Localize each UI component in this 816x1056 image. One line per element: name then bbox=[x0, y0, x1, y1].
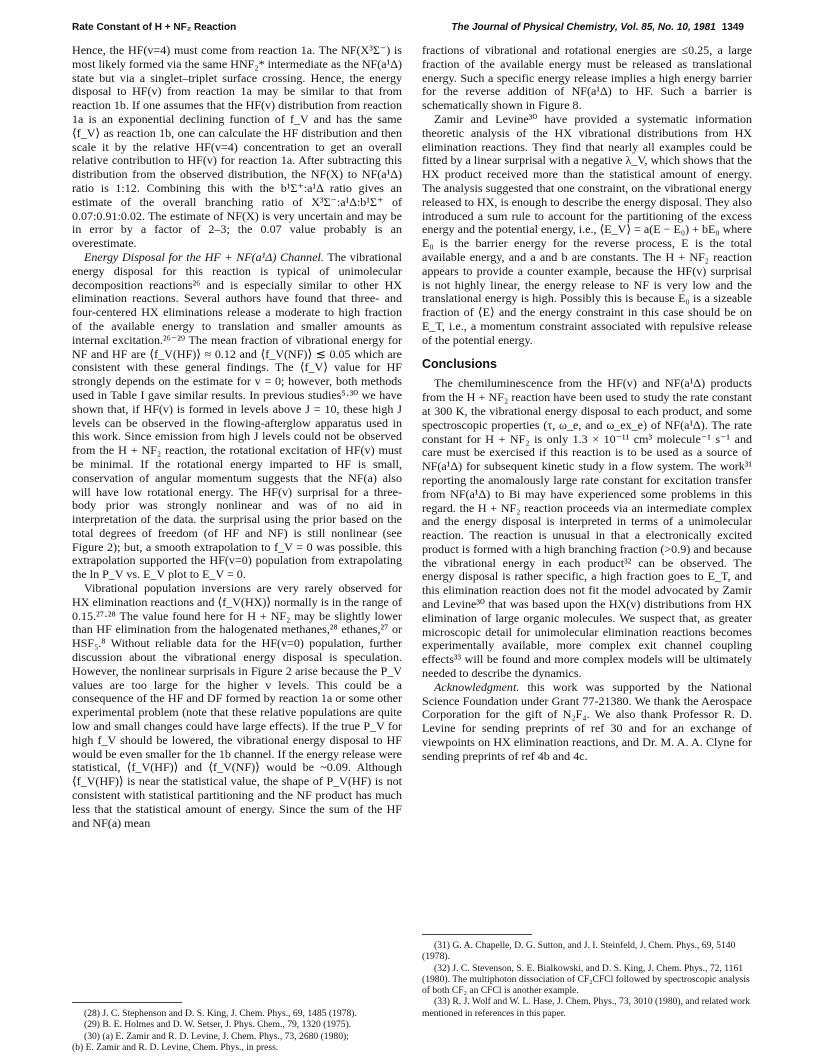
footnotes-left bbox=[72, 1008, 402, 1053]
paragraph: The chemiluminescence from the HF(v) and NF(a¹Δ) products from the H + NF₂ reaction have been used to study the rate constant at 300 K, the vibrational energy disposal to each product, and some spectroscopic properties (τ, ω_e, and ω_ex_e) of NF(a¹Δ). The rate constant for H + NF₂ is only 1.3 × 10⁻¹¹ cm³ molecule⁻¹ s⁻¹ and care must be exercised if this reaction is to be used as a source of NF(a¹Δ) for subsequent kinetic study in a flow system. The work³¹ reporting the anomalously large rate constant for excitation transfer from NF(a¹Δ) to Bi may have experienced some problems in this regard. the H + NF₂ reaction proceeds via an intermediate complex and the energy disposal is interpreted in terms of a unimolecular reaction. The reaction is unusual in that a electronically excited product is formed with a high branching fraction (>0.9) and because the vibrational energy in each product³² can be observed. The energy disposal is rather specific, a high fraction goes to E_T, and this elimination reaction does not fit the model advocated by Zamir and Levine³⁰ that was based upon the HX(v) distributions from HX elimination of large organic molecules. We suspect that, as greater microscopic detail for unimolecular elimination reactions becomes experimentally available, more complex exit channel coupling effects³³ will be found and more complex models will be ultimately needed to describe the dynamics. bbox=[422, 376, 752, 681]
footnote: (29) B. E. Holmes and D. W. Setser, J. Phys. Chem., 79, 1320 (1975). bbox=[84, 1019, 352, 1031]
footnotes-right bbox=[422, 940, 752, 1019]
footnote-rule bbox=[422, 934, 532, 935]
paragraph bbox=[422, 681, 752, 764]
journal-citation bbox=[451, 22, 744, 33]
footnote-rule bbox=[72, 1002, 182, 1003]
paragraph-text: The vibrational energy disposal for this reaction is typical of unimolecular decomposition reactions²⁶ and is especially similar to other HX elimination reactions. Several authors have found that three- and four-centered HX eliminations release a moderate to high fraction of the available energy to translation and smaller amounts as internal excitation.²⁶⁻²⁹ The mean fraction of vibrational energy for NF and HF are ⟨f_V(HF)⟩ ≈ 0.12 and ⟨f_V(NF)⟩ ≲ 0.05 which are consistent with these general findings. The ⟨f_V⟩ value for HF strongly depends on the estimate for v = 0; however, both methods used in Table I gave similar results. In previous studies⁵·³⁰ we have shown that, if HF(v) is formed in levels above J = 10, these high J levels can be observed in the flowing-afterglow apparatus used in this work. Since emission from high J levels could not be observed from the H + NF₂ reaction, the rotational excitation of HF(v) must be minimal. If the rotational energy imparted to HF is small, conservation of angular momentum suggests that the NF(a) also will have low rotational energy. The HF(v) surprisal for a three-body prior was strongly nonlinear and was of no aid in interpretation of the data. the surprisal using the prior based on the total degrees of freedom (of HF and NF) is still nonlinear (see Figure 2); but, a smooth extrapolation to f_V = 0 was possible. this extrapolation supported the HF(v=0) population from extrapolating the ln P_V vs. E_V plot to E_V = 0. bbox=[72, 249, 402, 582]
footnote: (b) E. Zamir and R. D. Levine, Chem. Phys., in press. bbox=[72, 1041, 279, 1053]
running-title: Rate Constant of H + NF₂ Reaction bbox=[72, 22, 237, 33]
section-runin-heading: Energy Disposal for the HF + NF(a¹Δ) Channel. bbox=[84, 249, 324, 264]
footnote: (32) J. C. Stevenson, S. E. Bialkowski, and D. S. King, J. Chem. Phys., 72, 1161 (1980). The multiphoton dissociation of CF₂CFCl followed by spectroscopic analysis of both CF₂ an CFCl is another example. bbox=[422, 962, 750, 997]
page-number: 1349 bbox=[721, 22, 744, 33]
right-column bbox=[422, 44, 752, 764]
footnote: (31) G. A. Chapelle, D. G. Sutton, and J. I. Steinfeld, J. Chem. Phys., 69, 5140 (1978). bbox=[422, 940, 736, 963]
paragraph-text: this work was supported by the National Science Foundation under Grant 77-21380. We thank the Aerospace Corporation for the gift of N₂F₄. We also thank Professor R. D. Levine for sending preprints of ref 30 and for an exchange of viewpoints on HX elimination reactions, and Dr. M. A. A. Clyne for sending preprints of ref 4b and 4c. bbox=[422, 679, 752, 763]
paragraph bbox=[72, 251, 402, 582]
paragraph: Hence, the HF(v=4) must come from reaction 1a. The NF(X³Σ⁻) is most likely formed via the same HNF₂* intermediate as the NF(a¹Δ) state but via a singlet–triplet surface crossing. Hence, the energy disposal to HF(v) from reaction 1a may be similar to that from reaction 1b. If one assumes that the HF(v) distribution from reaction 1a is an exponential declining function of f_V and has the same ⟨f_V⟩ as reaction 1b, one can calculate the HF distribution and then scale it by the relative HF(v=4) concentration to get an overall relative contribution to HF(v) for reaction 1a. After subtracting this distribution from the observed distribution, the NF(X) to NF(a¹Δ) ratio is 1:12. Combining this with the b¹Σ⁺:a¹Δ ratio gives an estimate of the overall branching ratio of X³Σ⁻:a¹Δ:b¹Σ⁺ of 0.07:0.91:0.02. The estimate of NF(X) is very uncertain and may be in error by a factor of 2–3; the 0.07 value probably is an overestimate. bbox=[72, 43, 402, 251]
paragraph: Vibrational population inversions are very rarely observed for HX elimination reactions and ⟨f_V(HX)⟩ normally is in the range of 0.15.²⁷·²⁸ The value found here for H + NF₂ may be slightly lower than HF elimination from the halogenated methanes,²⁸ ethanes,²⁷ or HSF₅.⁸ Without reliable data for the HF(v=0) population, further discussion about the vibrational energy disposal is speculation. However, the nonlinear surprisals in Figure 2 arise because the P_V values are too large for the higher v levels. This could be a consequence of the HF and DF formed by reaction 1a or some other experimental problem (note that these relative populations are quite low and small changes could have large effects). If the true P_V for high f_V should be lowered, the vibrational energy disposal to HF would be even smaller for the 1b channel. If the energy release were statistical, ⟨f_V(HF)⟩ and ⟨f_V(NF)⟩ would be ~0.09. Although ⟨f_V(HF)⟩ is near the statistical value, the shape of P_V(HF) is not consistent with statistical partitioning and the NF product has much less that the statistical amount of energy. Since the sum of the HF and NF(a) mean bbox=[72, 581, 402, 830]
paragraph: fractions of vibrational and rotational energies are ≤0.25, a large fraction of the available energy must be released as translational energy. Such a specific energy release implies a high energy barrier for the reverse addition of NF(a¹Δ) to HF. Such a barrier is schematically shown in Figure 8. bbox=[422, 43, 752, 113]
acknowledgment-heading: Acknowledgment. bbox=[434, 679, 520, 694]
running-header bbox=[72, 22, 744, 38]
journal-name: The Journal of Physical Chemistry, Vol. 85, No. 10, 1981 bbox=[451, 22, 716, 33]
footnote: (30) (a) E. Zamir and R. D. Levine, J. Chem. Phys., 73, 2680 (1980); bbox=[84, 1030, 349, 1042]
footnote: (33) R. J. Wolf and W. L. Hase, J. Chem. Phys., 73, 3010 (1980), and related work mentioned in references in this paper. bbox=[422, 996, 750, 1019]
paragraph: Zamir and Levine³⁰ have provided a systematic information theoretic analysis of the HX vibrational distributions from HX elimination reactions. They find that nearly all examples could be fitted by a linear surprisal with a negative λ_V, which shows that the HX product received more than the statistical amount of energy. The analysis suggested that one constraint, on the vibrational energy released to HX, is enough to describe the energy disposal. They also introduced a sum rule to account for the partitioning of the excess energy and the potential energy, i.e., ⟨E_V⟩ = a(E − E₀) + bE₀ where E₀ is the barrier energy for the reverse process, E is the total available energy, and a and b are constants. The H + NF₂ reaction appears to provide a counter example, because the HF(v) surprisal is not highly linear, the energy release to NF is very low and the translational energy is high. Possibly this is because E₀ is a sizeable fraction of ⟨E⟩ and the energy constraint in this case should be on E_T, i.e., a momentum constraint associated with repulsive release of the potential energy. bbox=[422, 111, 752, 347]
footnote: (28) J. C. Stephenson and D. S. King, J. Chem. Phys., 69, 1485 (1978). bbox=[84, 1008, 357, 1019]
left-column bbox=[72, 44, 402, 830]
section-heading: Conclusions bbox=[422, 356, 498, 371]
